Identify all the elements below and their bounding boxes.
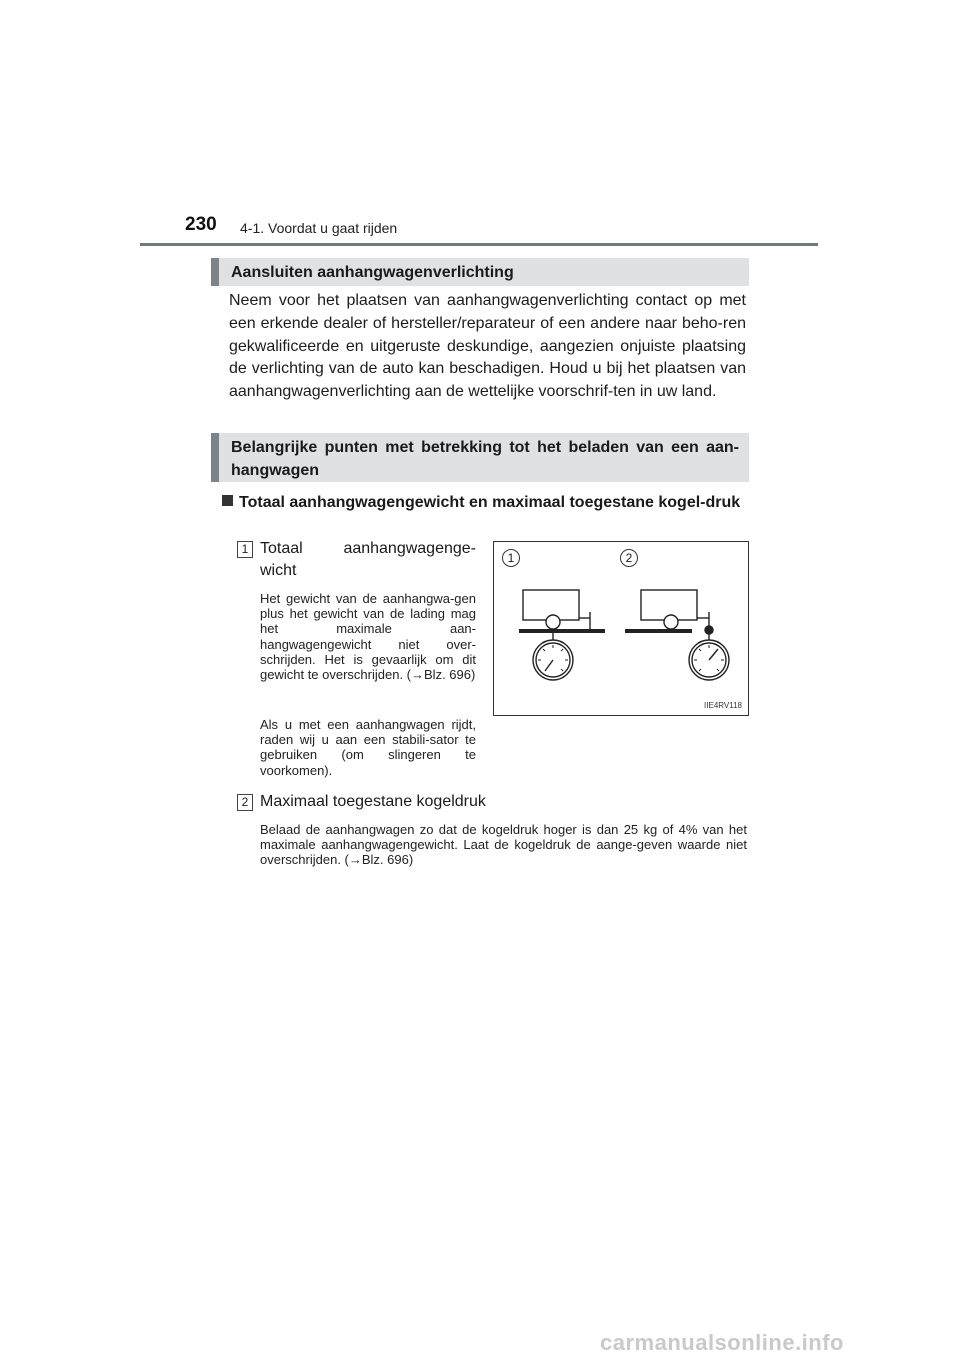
page-number: 230 <box>185 214 217 235</box>
subheading-weights <box>222 491 748 514</box>
section-heading-lighting: Aansluiten aanhangwagenverlichting <box>211 258 749 286</box>
trailer-tongue-weight-drawing <box>625 590 729 680</box>
figure-code: IIE4RV118 <box>704 701 742 710</box>
item1-title-line2: wicht <box>260 562 297 579</box>
item2-description: Belaad de aanhangwagen zo dat de kogeldruk hoger is dan 25 kg of 4% van het maximale aanhangwagengewicht. Laat de kogeldruk de aange-geven waarde niet overschrijden. (→Blz. 696) <box>260 822 747 868</box>
item2-title: Maximaal toegestane kogeldruk <box>260 793 486 810</box>
trailer-weight-figure <box>493 541 749 716</box>
item1-title-line1: Totaal aanhangwagenge- <box>260 540 476 557</box>
watermark-text: carmanualsonline.info <box>600 1330 844 1355</box>
item-number-badge: 2 <box>237 794 253 811</box>
trailer-scale-illustration <box>494 542 750 717</box>
item-number-badge: 1 <box>237 541 253 558</box>
figure-label-1: 1 <box>502 549 520 567</box>
square-bullet-icon <box>222 495 233 506</box>
figure-label-2: 2 <box>620 549 638 567</box>
header-divider <box>140 243 818 246</box>
item1-description: Het gewicht van de aanhangwa-gen plus het gewicht van de lading mag het maximale aan-hangwagengewicht niet over-schrijden. Het is gevaarlijk om dit gewicht te overschrijden. (→Blz. 696) <box>260 591 476 683</box>
subheading-text: Totaal aanhangwagengewicht en maximaal toegestane kogel-druk <box>239 494 741 511</box>
item1-note: Als u met een aanhangwagen rijdt, raden wij u aan een stabili-sator te gebruiken (om slingeren te voorkomen). <box>260 717 476 778</box>
lighting-paragraph: Neem voor het plaatsen van aanhangwagenverlichting contact op met een erkende dealer of hersteller/reparateur of een andere naar beho-ren gekwalificeerde en uitgeruste deskundige, aangezien onjuiste plaatsing de verlichting van de auto kan beschadigen. Houd u bij het plaatsen van aanhangwagenverlichting aan de wettelijke voorschrif-ten in uw land. <box>229 292 746 401</box>
trailer-total-weight-drawing <box>519 590 605 680</box>
section-heading-loading: Belangrijke punten met betrekking tot het beladen van een aan-hangwagen <box>211 433 749 482</box>
section-breadcrumb: 4-1. Voordat u gaat rijden <box>240 220 398 236</box>
item1-title <box>260 538 476 582</box>
